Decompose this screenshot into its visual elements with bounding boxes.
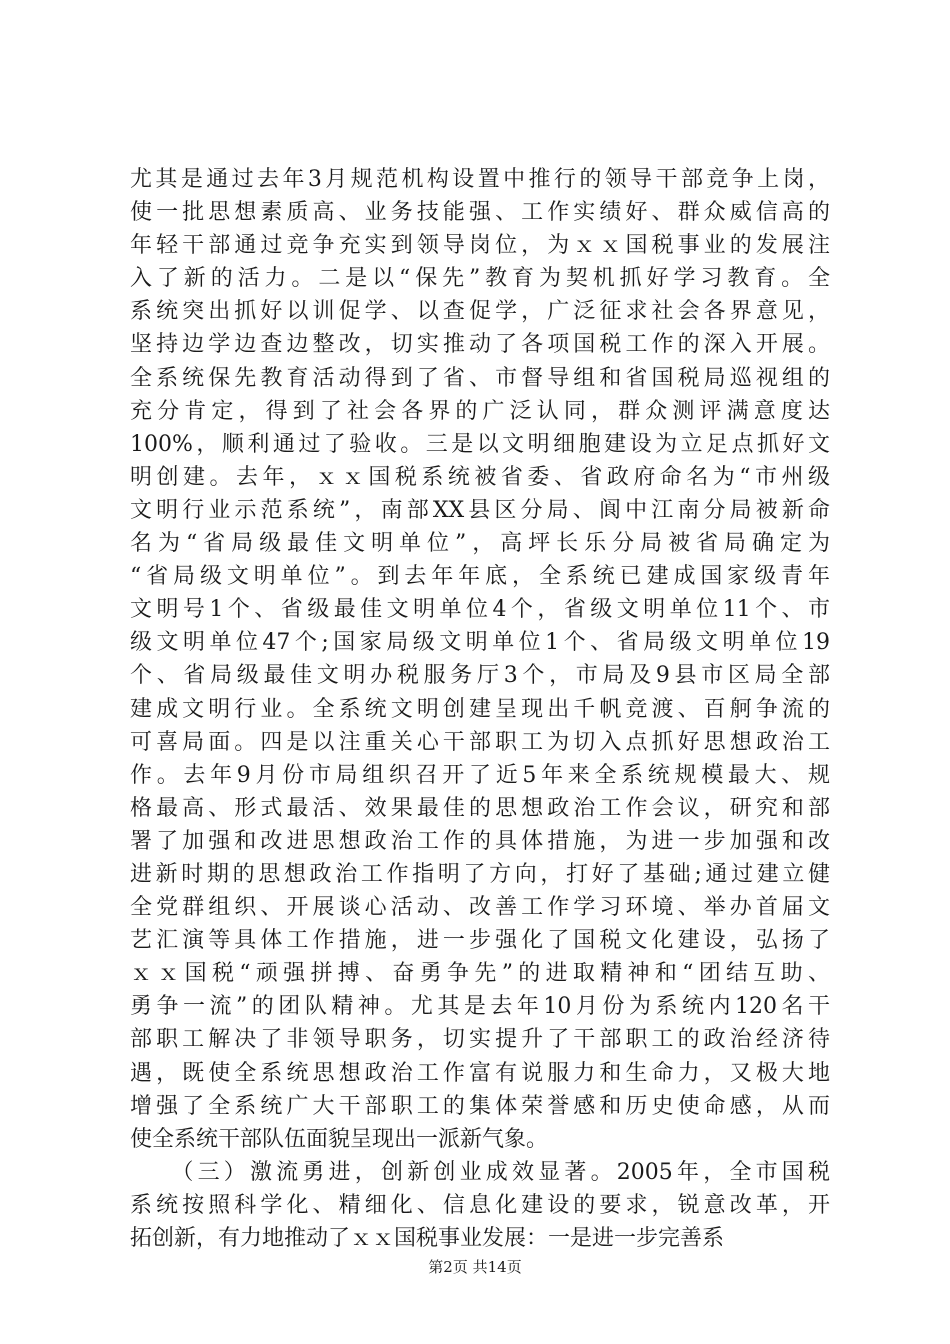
- text-line: 个、省局级最佳文明办税服务厅3个，市局及9县市区局全部: [130, 663, 830, 689]
- text-line: 坚持边学边查边整改，切实推动了各项国税工作的深入开展。: [130, 332, 830, 358]
- text-line: 系统突出抓好以训促学、以查促学，广泛征求社会各界意见，: [130, 299, 830, 325]
- text-line: 全系统保先教育活动得到了省、市督导组和省国税局巡视组的: [130, 365, 830, 391]
- text-line: 勇争一流”的团队精神。尤其是去年10月份为系统内120名干: [130, 994, 830, 1020]
- text-line: 进新时期的思想政治工作指明了方向，打好了基础;通过建立健: [130, 861, 830, 887]
- text-line: 可喜局面。四是以注重关心干部职工为切入点抓好思想政治工: [130, 729, 830, 755]
- text-line: 名为“省局级最佳文明单位”，高坪长乐分局被省局确定为: [130, 531, 830, 557]
- text-line: 署了加强和改进思想政治工作的具体措施，为进一步加强和改: [130, 828, 830, 854]
- text-line: 系统按照科学化、精细化、信息化建设的要求，锐意改革，开: [130, 1192, 830, 1218]
- text-line: 使一批思想素质高、业务技能强、工作实绩好、群众威信高的: [130, 200, 830, 226]
- text-line: 遇，既使全系统思想政治工作富有说服力和生命力，又极大地: [130, 1060, 830, 1086]
- text-line: 使全系统干部队伍面貌呈现出一派新气象。: [130, 1126, 549, 1152]
- text-line: 充分肯定，得到了社会各界的广泛认同，群众测评满意度达: [130, 398, 830, 424]
- text-line: 入了新的活力。二是以“保先”教育为契机抓好学习教育。全: [130, 266, 830, 292]
- text-line: （三）激流勇进，创新创业成效显著。2005年，全市国税: [130, 1159, 830, 1185]
- text-line: “省局级文明单位”。到去年年底，全系统已建成国家级青年: [130, 564, 830, 590]
- text-line: 尤其是通过去年3月规范机构设置中推行的领导干部竞争上岗，: [130, 167, 830, 192]
- text-line: 拓创新，有力地推动了ｘｘ国税事业发展：一是进一步完善系: [130, 1226, 725, 1251]
- body-text: [130, 163, 830, 1255]
- text-line: 格最高、形式最活、效果最佳的思想政治工作会议，研究和部: [130, 795, 830, 821]
- text-line: 建成文明行业。全系统文明创建呈现出千帆竞渡、百舸争流的: [130, 696, 830, 722]
- text-line: 文明行业示范系统”，南部XX县区分局、阆中江南分局被新命: [130, 497, 830, 523]
- text-line: 部职工解决了非领导职务，切实提升了干部职工的政治经济待: [130, 1027, 830, 1053]
- text-line: 年轻干部通过竞争充实到领导岗位，为ｘｘ国税事业的发展注: [130, 233, 830, 259]
- text-line: 艺汇演等具体工作措施，进一步强化了国税文化建设，弘扬了: [130, 928, 830, 954]
- text-line: 明创建。去年，ｘｘ国税系统被省委、省政府命名为“市州级: [130, 464, 830, 490]
- text-line: 100%，顺利通过了验收。三是以文明细胞建设为立足点抓好文: [130, 431, 830, 457]
- page-footer: 第2页 共14页: [428, 1258, 522, 1276]
- text-line: 级文明单位47个;国家局级文明单位1个、省局级文明单位19: [130, 630, 830, 656]
- text-line: 全党群组织、开展谈心活动、改善工作学习环境、举办首届文: [130, 895, 830, 921]
- text-line: ｘｘ国税“顽强拼搏、奋勇争先”的进取精神和“团结互助、: [130, 961, 830, 987]
- text-line: 增强了全系统广大干部职工的集体荣誉感和历史使命感，从而: [130, 1093, 830, 1119]
- text-line: 文明号1个、省级最佳文明单位4个，省级文明单位11个、市: [130, 597, 830, 623]
- text-line: 作。去年9月份市局组织召开了近5年来全系统规模最大、规: [130, 762, 830, 788]
